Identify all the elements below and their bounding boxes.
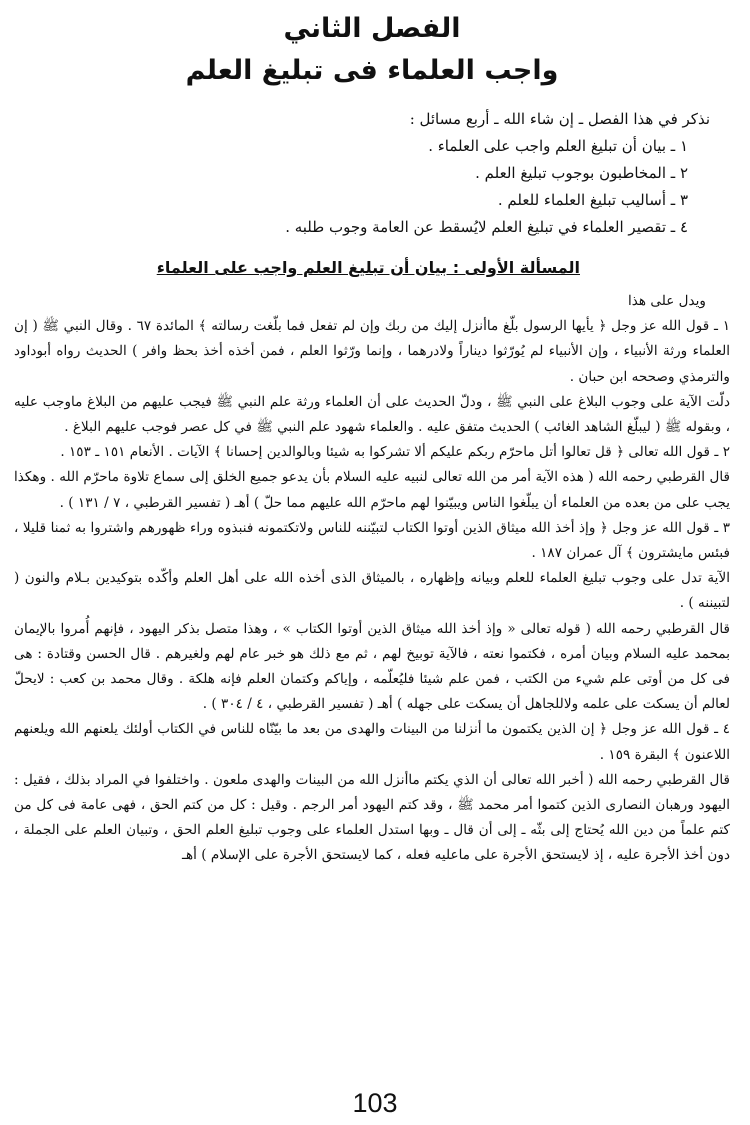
paragraph: قال القرطبي رحمه الله ( هذه الآية أمر من الله تعالى لنبيه عليه السلام بأن يدعو جميع الخلق إلى سماع تلاوة ماحرّم الله . وهكذا يجب على من بعده من العلماء أن يبلّغوا الناس ويبيّنوا لهم ماحرّم الله عليهم مما حلّ ) أهـ ( تفسير القرطبي ، ٧ / ١٣١ ) . (14, 469, 730, 511)
chapter-subtitle: واجب العلماء فى تبليغ العلم (185, 55, 559, 86)
paragraph: قال القرطبي رحمه الله ( أخبر الله تعالى أن الذي يكتم ماأنزل الله من البينات والهدى ملعون . واختلفوا في المراد بذلك ، فقيل : اليهود ورهبان النصارى الذين كتموا أمر محمد ﷺ ، وقد كتم اليهود أمر الرجم . وقيل : كل من كتم الحق ، فهى عامة فى كل من كتم علماً من دين الله يُحتاج إلى بثّه ـ إلى أن قال ـ وبها استدل العلماء على وجوب تبليغ العلم الحق ، وتبيان العلم على الجملة ، دون أخذ الأجرة عليه ، إذ لايستحق الأجرة على ماعليه فعله ، كما لايستحق الأجرة على الإسلام ) أهـ (14, 771, 730, 864)
body-text (14, 289, 730, 869)
section-heading: المسألة الأولى : بيان أن تبليغ العلم واجب على العلماء (156, 258, 580, 277)
paragraph: دلّت الآية على وجوب البلاغ على النبي ﷺ ، ودلّ الحديث على أن العلماء ورثة علم النبي ﷺ فيجب عليهم من البلاغ ماوجب عليه ، وبقوله ﷺ ( ليبلّغ الشاهد الغائب ) الحديث متفق عليه . والعلماء شهود علم النبي ﷺ في كل عصر فوجب عليهم البلاغ . (14, 393, 730, 436)
paragraph: ١ ـ قول الله عز وجل ﴿ يأيها الرسول بلّغ ماأنزل إليك من ربك وإن لم تفعل فما بلّغت رسالته ﴾ المائدة ٦٧ . وقال النبي ﷺ ( إن العلماء ورثة الأنبياء ، وإن الأنبياء لم يُورّثوا ديناراً ولادرهما ، وإنما ورّثوا العلم ، فمن أخذه أخذ بحظ وافر ) الحديث رواه أبوداود والترمذي وصححه ابن حبان . (14, 318, 730, 385)
intro-item: ٢ ـ المخاطبون بوجوب تبليغ العلم . (475, 164, 688, 182)
paragraph: الآية تدل على وجوب تبليغ العلماء للعلم وبيانه وإظهاره ، بالميثاق الذى أخذه الله على أهل العلم وأكّده بتوكيدين بـلام والنون ( لتبيننه ) . (14, 570, 730, 612)
paragraph: قال القرطبي رحمه الله ( قوله تعالى « وإذ أخذ الله ميثاق الذين أوتوا الكتاب » ، وهذا متصل بذكر اليهود ، فإنهم أُمروا بالإيمان بمحمد عليه السلام وبيان أمره ، فكتموا نعته ، فالآية توبيخ لهم ، ثم مع ذلك هو خبر عام لهم ولغيرهم . قال الحسن وقتادة : هى فى كل من أوتى علم شيء من الكتب ، فمن علم شيئا فليُعلّمه ، وإياكم وكتمان العلم فإنه هلكة . وقال محمد بن كعب : لايحلّ لعالم أن يسكت على علمه ولاللجاهل أن يسكت على جهله ) أهـ ( تفسير القرطبي ، ٤ / ٣٠٤ ) . (14, 620, 730, 713)
intro-lead: نذكر في هذا الفصل ـ إن شاء الله ـ أربع مسائل : (409, 110, 710, 128)
page-number: 103 (352, 1088, 398, 1118)
intro-item: ٤ ـ تقصير العلماء في تبليغ العلم لايُسقط عن العامة وجوب طلبه . (285, 218, 688, 236)
paragraph: ويدل على هذا (627, 293, 706, 309)
paragraph: ٢ ـ قول الله تعالى ﴿ قل تعالوا أتل ماحرّم ربكم عليكم ألا تشركوا به شيئا وبالوالدين إحسانا ﴾ الآيات . الأنعام ١٥١ ـ ١٥٣ . (60, 444, 730, 461)
chapter-title: الفصل الثاني (283, 13, 461, 44)
paragraph: ٤ ـ قول الله عز وجل ﴿ إن الذين يكتمون ما أنزلنا من البينات والهدى من بعد ما بيّنّاه للناس في الكتاب أولئك يلعنهم الله ويلعنهم اللاعنون ﴾ البقرة ١٥٩ . (14, 721, 730, 763)
intro-item: ٣ ـ أساليب تبليغ العلماء للعلم . (497, 191, 688, 209)
intro-item: ١ ـ بيان أن تبليغ العلم واجب على العلماء . (428, 137, 688, 155)
paragraph: ٣ ـ قول الله عز وجل ﴿ وإذ أخذ الله ميثاق الذين أوتوا الكتاب لتبيّننه للناس ولاتكتمونه فنبذوه وراء ظهورهم واشتروا به ثمنا قليلا ، فبئس مايشترون ﴾ آل عمران ١٨٧ . (14, 519, 730, 562)
intro-list (14, 106, 730, 241)
